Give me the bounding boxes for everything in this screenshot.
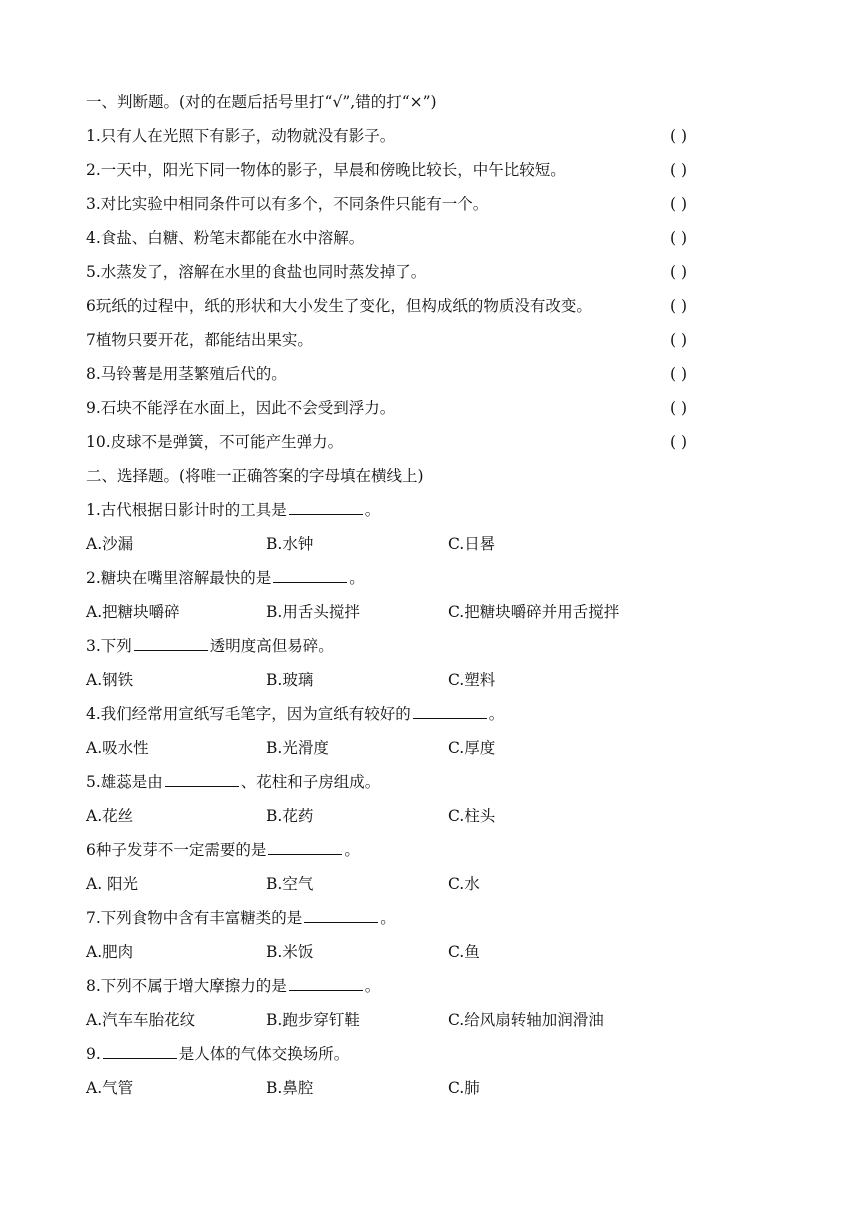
option-c: C.柱头 <box>448 807 496 825</box>
answer-blank[interactable] <box>165 770 239 787</box>
mc-question-prefix: 9. <box>86 1045 101 1063</box>
mc-question-prefix: 8.下列不属于增大摩擦力的是 <box>86 977 287 995</box>
answer-parentheses[interactable]: ( ) <box>670 297 688 315</box>
mc-question-prefix: 2.糖块在嘴里溶解最快的是 <box>86 569 272 587</box>
mc-options <box>86 530 726 564</box>
answer-blank[interactable] <box>268 838 342 855</box>
mc-question-suffix: 。 <box>349 569 365 587</box>
mc-question-suffix: 、花柱和子房组成。 <box>240 773 381 791</box>
mc-question-prefix: 3.下列 <box>86 637 132 655</box>
option-c: C.肺 <box>448 1079 480 1097</box>
mc-question-suffix: 。 <box>364 501 381 519</box>
option-a: A. 阳光 <box>86 875 139 893</box>
mc-options <box>86 938 726 972</box>
option-a: A.气管 <box>86 1079 134 1097</box>
option-c: C.把糖块嚼碎并用舌搅拌 <box>448 603 620 621</box>
option-a: A.汽车车胎花纹 <box>86 1011 196 1029</box>
mc-options <box>86 598 726 632</box>
answer-parentheses[interactable]: ( ) <box>670 331 688 349</box>
mc-question <box>86 972 726 1006</box>
option-c: C.塑料 <box>448 671 496 689</box>
answer-parentheses[interactable]: ( ) <box>670 263 688 281</box>
answer-blank[interactable] <box>134 634 208 651</box>
answer-blank[interactable] <box>273 566 347 583</box>
mc-question-prefix: 1.古代根据日影计时的工具是 <box>86 501 287 519</box>
mc-question-prefix: 7.下列食物中含有丰富糖类的是 <box>86 909 303 927</box>
option-c: C.水 <box>448 875 480 893</box>
answer-parentheses[interactable]: ( ) <box>670 399 688 417</box>
worksheet-content <box>86 88 726 1108</box>
option-a: A.把糖块嚼碎 <box>86 603 180 621</box>
answer-blank[interactable] <box>289 974 363 991</box>
mc-options <box>86 666 726 700</box>
mc-question <box>86 836 726 870</box>
tf-question <box>86 156 726 190</box>
tf-question <box>86 122 726 156</box>
mc-question <box>86 564 726 598</box>
answer-blank[interactable] <box>289 498 363 515</box>
tf-question <box>86 258 726 292</box>
mc-question-suffix: 。 <box>364 977 381 995</box>
option-c: C.日晷 <box>448 535 496 553</box>
tf-question <box>86 190 726 224</box>
tf-question-text: 9.石块不能浮在水面上，因此不会受到浮力。 <box>86 399 396 417</box>
option-a: A.沙漏 <box>86 535 134 553</box>
answer-parentheses[interactable]: ( ) <box>670 433 688 451</box>
tf-question <box>86 224 726 258</box>
answer-parentheses[interactable]: ( ) <box>670 229 688 247</box>
option-a: A.吸水性 <box>86 739 149 757</box>
tf-question-text: 8.马铃薯是用茎繁殖后代的。 <box>86 365 287 383</box>
mc-question <box>86 700 726 734</box>
mc-options <box>86 1006 726 1040</box>
answer-blank[interactable] <box>103 1042 177 1059</box>
mc-question-suffix: 。 <box>488 705 505 723</box>
tf-question-text: 2.一天中，阳光下同一物体的影子，早晨和傍晚比较长，中午比较短。 <box>86 161 566 179</box>
tf-question <box>86 292 726 326</box>
section2-heading: 二、选择题。(将唯一正确答案的字母填在横线上) <box>86 467 424 485</box>
tf-question-text: 7植物只要开花，都能结出果实。 <box>86 331 313 349</box>
answer-parentheses[interactable]: ( ) <box>670 161 688 179</box>
mc-options <box>86 1074 726 1108</box>
tf-question <box>86 428 726 462</box>
option-b: B.空气 <box>266 875 314 893</box>
option-c: C.厚度 <box>448 739 496 757</box>
option-b: B.花药 <box>266 807 314 825</box>
tf-question <box>86 326 726 360</box>
tf-question-text: 4.食盐、白糖、粉笔末都能在水中溶解。 <box>86 229 365 247</box>
mc-question <box>86 632 726 666</box>
mc-question-suffix: 透明度高但易碎。 <box>209 637 334 655</box>
tf-question-text: 3.对比实验中相同条件可以有多个，不同条件只能有一个。 <box>86 195 489 213</box>
section1-heading: 一、判断题。(对的在题后括号里打“√”,错的打“×”) <box>86 93 437 111</box>
tf-question-text: 10.皮球不是弹簧，不可能产生弹力。 <box>86 433 344 451</box>
option-b: B.光滑度 <box>266 739 329 757</box>
mc-question-prefix: 5.雄蕊是由 <box>86 773 163 791</box>
option-b: B.用舌头搅拌 <box>266 603 360 621</box>
tf-question-text: 1.只有人在光照下有影子，动物就没有影子。 <box>86 127 396 145</box>
mc-options <box>86 734 726 768</box>
tf-question-text: 6玩纸的过程中，纸的形状和大小发生了变化，但构成纸的物质没有改变。 <box>86 297 592 315</box>
mc-question-suffix: 。 <box>344 841 360 859</box>
mc-question <box>86 768 726 802</box>
mc-question <box>86 1040 726 1074</box>
answer-blank[interactable] <box>304 906 378 923</box>
mc-question-prefix: 6种子发芽不一定需要的是 <box>86 841 267 859</box>
option-c: C.鱼 <box>448 943 480 961</box>
mc-options <box>86 802 726 836</box>
option-a: A.肥肉 <box>86 943 134 961</box>
answer-parentheses[interactable]: ( ) <box>670 195 688 213</box>
option-b: B.鼻腔 <box>266 1079 314 1097</box>
answer-parentheses[interactable]: ( ) <box>670 365 688 383</box>
answer-blank[interactable] <box>413 702 487 719</box>
mc-question-suffix: 是人体的气体交换场所。 <box>178 1045 350 1063</box>
mc-question <box>86 496 726 530</box>
option-b: B.玻璃 <box>266 671 314 689</box>
mc-question-prefix: 4.我们经常用宣纸写毛笔字，因为宣纸有较好的 <box>86 705 411 723</box>
mc-question-suffix: 。 <box>380 909 396 927</box>
option-c: C.给风扇转轴加润滑油 <box>448 1011 604 1029</box>
tf-question-text: 5.水蒸发了，溶解在水里的食盐也同时蒸发掉了。 <box>86 263 427 281</box>
option-b: B.水钟 <box>266 535 314 553</box>
option-a: A.花丝 <box>86 807 134 825</box>
answer-parentheses[interactable]: ( ) <box>670 127 688 145</box>
option-a: A.钢铁 <box>86 671 134 689</box>
option-b: B.米饭 <box>266 943 314 961</box>
tf-question <box>86 360 726 394</box>
tf-question <box>86 394 726 428</box>
option-b: B.跑步穿钉鞋 <box>266 1011 360 1029</box>
mc-options <box>86 870 726 904</box>
mc-question <box>86 904 726 938</box>
